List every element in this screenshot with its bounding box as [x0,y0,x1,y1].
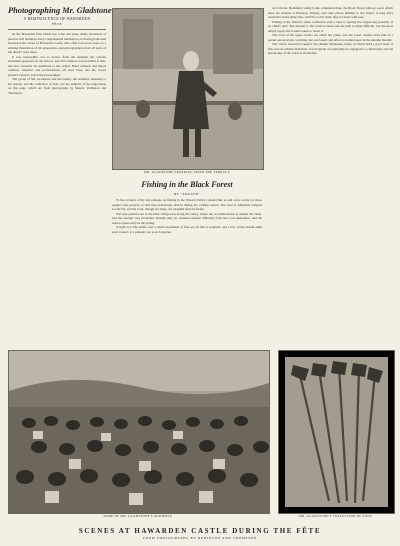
caption-top-photo: MR. GLADSTONE SPEAKING FROM THE TERRACE [144,170,230,174]
right-paragraph: The visitor should not neglect the smaller tributaries, many of which hold a good head of fish and are seldom disturbed. A local guide can generally be engaged for a small sum, and his knowledge of the water is invaluable. [268,42,393,55]
article-title: Photographing Mr. Gladstone [8,6,112,15]
article-paragraph: It was impossible, not to notice, from the moment the veteran statesman appeared on the terrace, how the cameras were levelled at him, and how patiently he submitted to the ordeal. Hand cameras and tripod cameras, amateurs and professionals, all were busy, and the crowd pressed round to watch the proceedings. [8,54,106,77]
fishing-body [112,198,262,348]
fishing-title: Fishing in the Black Forest [141,180,233,189]
page-title: SCENES AT HAWARDEN CASTLE DURING THE FÊTE [78,527,322,535]
photo-axes [278,350,395,514]
photo-audience [8,350,270,514]
right-column-body [268,6,393,342]
article-paragraph: At the Hawarden Fête which has come and gone, many thousands of persons will doubtless have congratulated themselves on having both seen and heard the owner of Hawarden Castle, who, after four-score years, is a striking illustration of his generation, and photographers from all parts of the district were there. [8,32,106,54]
fishing-paragraph: To the revision of my last remarks on fishing in the Wutach Valley I should like to add a few words for those anglers who propose to visit that picturesque district during the coming season. The river is admirably adapted for the fly, and the trout, though not large, are plentiful and rise freely. [112,198,262,211]
right-paragraph: Fishing in the Wutach, when conducted with a view to getting the largest bag possible, is no child's play. The descent to the water is steep and the path at times difficult, but the sport amply repays the trouble taken to reach it. [268,19,393,33]
right-paragraph: The trout of the upper waters are small but game, and the lower reaches hold fish of a pound and upwards. Grayling also are found, and afford excellent sport in the autumn months. [268,33,393,42]
speaking-engraving [113,9,263,169]
audience-engraving [9,351,269,513]
title-rule [8,29,106,30]
article-body [8,32,106,278]
fishing-byline: BY "ANGLER" [173,192,201,196]
page-credit: FROM PHOTOGRAPHS BY ROBINSON AND THOMPSON [143,536,257,540]
article-subtitle: A REMINISCENCE OF HAWARDEN [23,17,91,21]
axes-engraving [279,351,394,513]
article-subtitle-2: FÊTE [51,22,63,26]
article-paragraph: The group of Mr. Gladstone and his family, the audience listening to his speech, and his collection of axes, are the subjects of the engravings on this page, which are from photographs by Messrs. Robinson and Thompson. [8,77,106,95]
fishing-paragraph: The best quarters are at the little village inns along the valley, where the accommodation is simple but clean, and the charges very moderate. Permits may be obtained without difficulty from the local authorities, and the season opens early in the spring. [112,211,262,225]
caption-audience: SOME OF MR. GLADSTONE'S AUDIENCE [103,514,173,518]
fishing-paragraph: A light rod, fine tackle, and a small assortment of flies are all that is required, and a day on the stream amid such scenery is a pleasure not soon forgotten. [112,225,262,234]
article-gladstone [8,6,112,278]
photo-gladstone-speaking [112,8,264,170]
caption-axes: MR. GLADSTONE'S COLLECTION OF AXES [299,514,372,518]
right-paragraph: on from the Hollenthal valley is the companion line, the Black Forest railway, upon which there are stations at Hausach, Triberg, and other places familiar to the visitor. A long day's excursion along either line, with the rod in hand, may be made with ease. [268,6,393,19]
